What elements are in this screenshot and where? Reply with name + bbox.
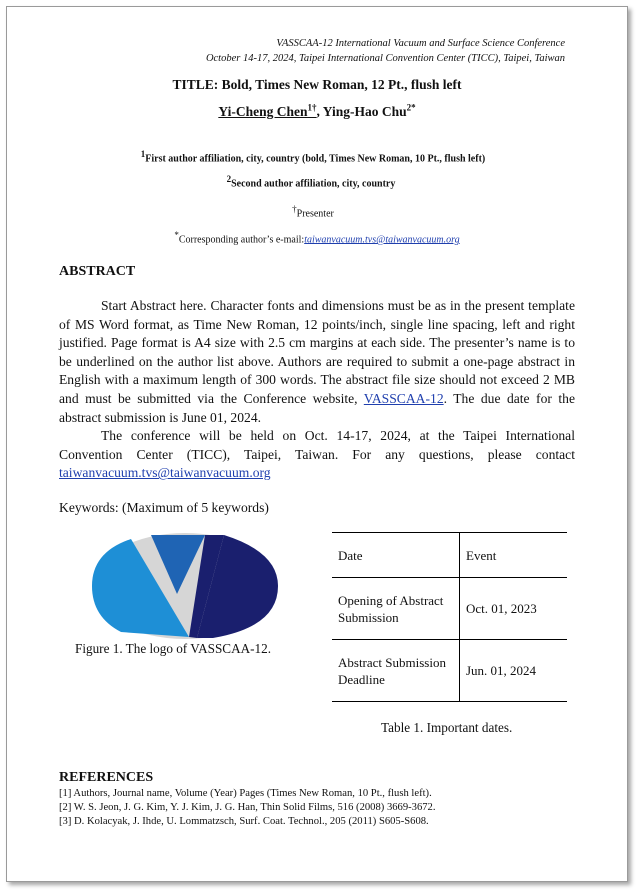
affiliation-2: $^2$Second author affiliation, city, country [226, 174, 396, 190]
presenter-note: †Presenter [292, 204, 334, 220]
abstract-body [59, 297, 575, 483]
reference-item: [3] D. Kolacyak, J. Ihde, U. Lommatzsch, Surf. Coat. Technol., 205 (2011) S605-S608. [59, 816, 429, 827]
table-caption: Table 1. Important dates. [381, 720, 513, 735]
corresponding-email-link[interactable]: taiwanvacuum.tvs@taiwanvacuum.org [304, 234, 460, 246]
figure-caption: Figure 1. The logo of VASSCAA-12. [75, 641, 271, 656]
table-row [332, 578, 567, 640]
table-header-event: Event [466, 547, 497, 563]
abstract-paragraph-1: Start Abstract here. Character fonts and dimensions must be as in the present template of MS Word format, as Time New Roman, 12 points/inch, single line spacing, left and right justified. Page format is A4 size with 2.5 cm margins at each side. The presenter’s name is to be underlined on the author list above. Authors are required to submit a one-page abstract in English with a maximum length of 300 words. The abstract file size should not exceed 2 MB and must be submitted via the Conference website, VASSCAA-12. The due date for the abstract submission is June 01, 2024. [59, 298, 575, 425]
contact-email-link[interactable]: taiwanvacuum.tvs@taiwanvacuum.org [59, 465, 271, 481]
author-2-name: Ying-Hao Chu$^{2*}$ [322, 102, 416, 119]
author-list: Yi-Cheng Chen$^{1\dagger}$, Ying-Hao Chu$^{2*}$ [218, 102, 416, 119]
reference-item: [2] W. S. Jeon, J. G. Kim, Y. J. Kim, J. G. Han, Thin Solid Films, 516 (2008) 3669-3672. [59, 802, 436, 813]
keywords-line: Keywords: (Maximum of 5 keywords) [59, 500, 269, 515]
vasscaa-logo-image [91, 532, 279, 640]
paper-title: TITLE: Bold, Times New Roman, 12 Pt., flush left [172, 77, 462, 92]
table-cell: Oct. 01, 2023 [466, 601, 537, 616]
conference-header-line2: October 14-17, 2024, Taipei International Convention Center (TICC), Taipei, Taiwan [205, 53, 565, 64]
vasscaa-website-link[interactable]: VASSCAA-12 [363, 390, 444, 406]
table-cell: Jun. 01, 2024 [466, 663, 537, 678]
corresponding-author-note: *Corresponding author’s e-mail:taiwanvacuum.tvs@taiwanvacuum.org [174, 230, 460, 246]
table-header-date: Date [332, 533, 460, 578]
reference-item: [1] Authors, Journal name, Volume (Year) Pages (Times New Roman, 10 Pt., flush left). [59, 788, 432, 799]
abstract-heading: ABSTRACT [59, 264, 136, 279]
conference-header-line1: VASSCAA-12 International Vacuum and Surface Science Conference [276, 38, 565, 49]
affiliation-1: $^1$First author affiliation, city, country (bold, Times New Roman, 10 Pt., flush left) [140, 149, 486, 165]
table-header-row [332, 533, 567, 578]
abstract-paragraph-2: The conference will be held on Oct. 14-17, 2024, at the Taipei International Convention Center (TICC), Taipei, Taiwan. For any questions, please contact taiwanvacuum.tvs@taiwanvacuum.org [59, 428, 575, 481]
references-heading: REFERENCES [59, 770, 154, 785]
document-page [6, 6, 628, 882]
author-1-name: Yi-Cheng Chen$^{1\dagger}$ [218, 102, 317, 119]
table-row [332, 640, 567, 702]
important-dates-table [332, 532, 567, 702]
table-cell: Abstract Submission Deadline [332, 640, 460, 702]
table-cell: Opening of Abstract Submission [332, 578, 460, 640]
